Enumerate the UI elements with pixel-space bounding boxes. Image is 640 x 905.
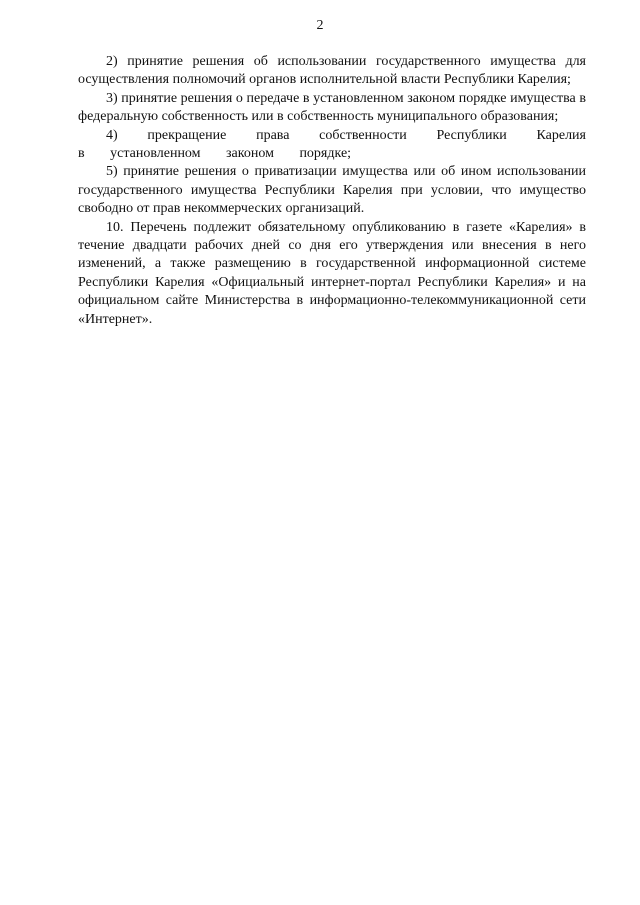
list-item-4: 4) прекращение права собственности Республики Карелия в установленном законом порядке; [78,127,586,162]
list-item-3: 3) принятие решения о передаче в установленном законом порядке имущества в федеральную собственность или в собственность муниципального образования; [78,90,586,125]
list-item-5: 5) принятие решения о приватизации имущества или об ином использовании государственного имущества Республики Карелия при условии, что имущество свободно от прав некоммерческих организаций. [78,164,586,217]
document-body [78,53,586,329]
page-number: 2 [316,18,324,33]
section-10-paragraph: 10. Перечень подлежит обязательному опубликованию в газете «Карелия» в течение двадцати рабочих дней со дня его утверждения или внесения в него изменений, а также размещению в государственной информационной системе Республики Карелия «Официальный интернет-портал Республики Карелия» и на официальном сайте Министерства в информационно-телекоммуникационной сети «Интернет». [78,219,586,327]
list-item-2: 2) принятие решения об использовании государственного имущества для осуществления полномочий органов исполнительной власти Республики Карелия; [78,54,586,88]
